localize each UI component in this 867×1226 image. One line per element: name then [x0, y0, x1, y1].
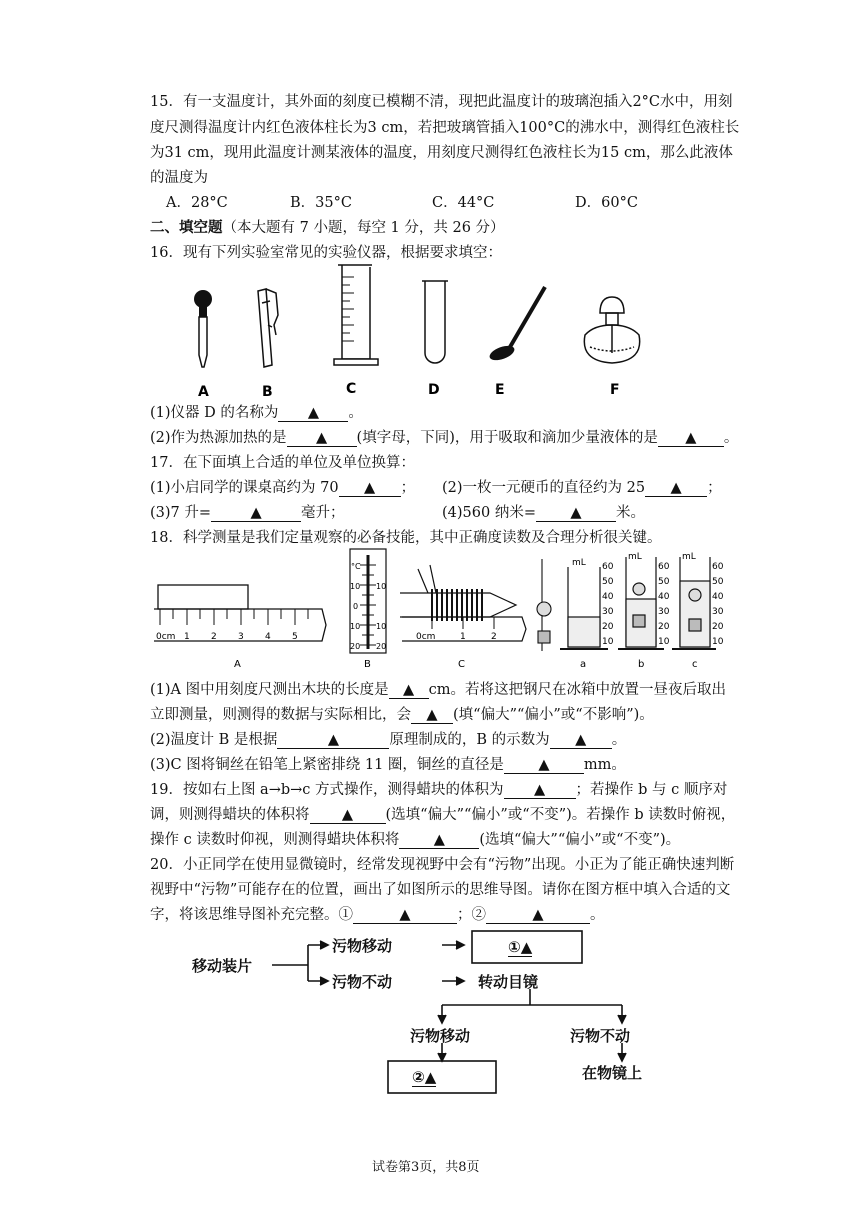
cyl-tick: 60 — [602, 562, 614, 572]
q16-p2-text2: (填字母，下同)，用于吸取和滴加少量液体的是 — [356, 430, 658, 446]
ruler-a-tick-0: 0cm — [156, 632, 176, 642]
answer-blank[interactable]: ▲ — [277, 732, 389, 749]
q20-line1: 20．小正同学在使用显微镜时，经常发现视野中会有“污物”出现。小正为了能正确快速判断 — [150, 857, 735, 873]
answer-blank[interactable]: ▲ — [645, 480, 707, 497]
q19-l1-text2: ；若操作 b 与 c 顺序对 — [575, 782, 728, 798]
q15-line4: 的温度为 — [150, 170, 208, 186]
ruler-a-tick-5: 5 — [292, 632, 298, 642]
ruler-c-tick-2: 2 — [491, 632, 497, 642]
mindmap-root: 移动装片 — [192, 957, 253, 975]
fig-label-e: E — [495, 382, 505, 398]
section-title: 二、填空题 — [150, 219, 223, 236]
q18-p1-text4: (填“偏大”“偏小”或“不影响”)。 — [453, 707, 654, 723]
q20-l3-end: 。 — [590, 907, 605, 923]
fig18-label-sc: c — [692, 659, 698, 670]
therm-tick-l2: 10 — [350, 622, 361, 631]
q18-p3-text: (3)C 图将铜丝在铅笔上紧密排绕 11 圈，铜丝的直径是 — [150, 757, 504, 773]
alcohol-lamp-figure — [584, 297, 639, 363]
q19-l2-text: 调，则测得蜡块的体积将 — [150, 807, 310, 823]
q17-part4 — [442, 501, 645, 522]
q19-l3-text: 操作 c 读数时仰视，则测得蜡块体积将 — [150, 832, 400, 848]
therm-unit: °C — [351, 562, 361, 571]
ruler-a-tick-1: 1 — [184, 632, 190, 642]
cyl-a-unit: mL — [572, 558, 586, 568]
fig18-label-sb: b — [638, 659, 645, 670]
answer-blank[interactable]: ▲ — [486, 907, 590, 924]
cyl-tick: 20 — [602, 622, 614, 632]
q18-part3 — [150, 753, 626, 774]
q16-part2 — [150, 426, 738, 447]
q17-d-end: 米。 — [615, 505, 645, 521]
cyl-tick: 10 — [712, 637, 724, 647]
cyl-tick: 50 — [602, 577, 614, 587]
fig18-label-b: B — [364, 659, 371, 670]
q18-p3-end: mm。 — [583, 757, 626, 773]
q19-l3-text2: (选填“偏大”“偏小”或“不变”)。 — [479, 832, 681, 848]
cyl-tick: 20 — [712, 622, 724, 632]
q15-line3: 为31 cm，现用此温度计测某液体的温度，用刻度尺测得红色液柱长为15 cm，那么此液体 — [150, 145, 733, 161]
q18-part1a — [150, 678, 726, 699]
therm-tick-l0: 10 — [350, 582, 361, 591]
answer-blank[interactable]: ▲ — [278, 405, 348, 422]
fig-label-c: C — [346, 381, 357, 397]
answer-blank[interactable]: ▲ — [339, 480, 401, 497]
mindmap-on-objective: 在物镜上 — [582, 1064, 643, 1082]
cyl-tick: 40 — [658, 592, 670, 602]
q19-line2 — [150, 803, 735, 824]
q18-p2-text: (2)温度计 B 是根据 — [150, 732, 278, 748]
fig-label-a: A — [198, 384, 209, 400]
q18-p2-text2: 原理制成的，B 的示数为 — [389, 732, 550, 748]
q18-part2 — [150, 728, 626, 749]
mindmap-box2[interactable]: ②▲ — [412, 1068, 437, 1086]
cyl-tick: 50 — [712, 577, 724, 587]
cylinder-c-figure — [672, 557, 716, 649]
q16-part1 — [150, 401, 363, 422]
therm-tick-r2: 20 — [376, 642, 387, 651]
ruler-a-tick-2: 2 — [211, 632, 217, 642]
q19-l2-text2: (选填“偏大”“偏小”或“不变”)。若操作 b 读数时俯视， — [385, 807, 736, 823]
cyl-tick: 40 — [602, 592, 614, 602]
answer-blank[interactable]: ▲ — [353, 907, 457, 924]
wire-coil-c-figure — [400, 565, 526, 641]
fig18-label-sa: a — [580, 659, 587, 670]
page-footer: 试卷第3页，共8页 — [372, 1160, 480, 1175]
cyl-tick: 30 — [602, 607, 614, 617]
therm-tick-r1: 10 — [376, 622, 387, 631]
cyl-tick: 20 — [658, 622, 670, 632]
cyl-tick: 10 — [602, 637, 614, 647]
q18-part1b — [150, 703, 654, 724]
q19-l1-text: 19．按如右上图 a→b→c 方式操作，测得蜡块的体积为 — [150, 782, 504, 798]
dropper-figure — [194, 290, 212, 367]
wax-block-figure — [537, 559, 551, 651]
q18-p1-text2: cm。若将这把钢尺在冰箱中放置一昼夜后取出 — [428, 682, 726, 698]
cyl-c-unit: mL — [682, 552, 696, 562]
ruler-a-tick-3: 3 — [238, 632, 244, 642]
q18-p2-end: 。 — [611, 732, 627, 748]
lab-instruments-figure — [170, 255, 670, 405]
cyl-tick: 30 — [658, 607, 670, 617]
fig-label-f: F — [610, 382, 620, 398]
ruler-a-tick-4: 4 — [265, 632, 271, 642]
q15-option-a: A．28°C — [166, 195, 228, 211]
answer-blank[interactable]: ▲ — [504, 782, 576, 799]
q15-line2: 度尺测得温度计内红色液体柱长为3 cm，若把玻璃管插入100°C的沸水中，测得红色液柱长 — [150, 120, 740, 136]
q16-p2-text: (2)作为热源加热的是 — [150, 430, 287, 446]
graduated-cylinder-figure — [334, 265, 378, 365]
section-heading — [150, 216, 505, 237]
q17-b-text: (2)一枚一元硬币的直径约为 25 — [442, 480, 646, 496]
q18-p1-text: (1)A 图中用刻度尺测出木块的长度是 — [150, 682, 389, 698]
answer-blank[interactable]: ▲ — [550, 732, 612, 749]
q18-p1-text3: 立即测量，则测得的数据与实际相比，会 — [150, 707, 411, 723]
q17-stem: 17．在下面填上合适的单位及单位换算： — [150, 455, 415, 471]
cyl-tick: 50 — [658, 577, 670, 587]
answer-blank[interactable]: ▲ — [211, 505, 301, 522]
fig-label-b: B — [262, 384, 273, 400]
therm-tick-r0: 10 — [376, 582, 387, 591]
q17-part1 — [150, 476, 415, 497]
mindmap-box1[interactable]: ①▲ — [508, 938, 533, 956]
answer-blank[interactable]: ▲ — [658, 430, 724, 447]
q15-option-d: D．60°C — [575, 195, 638, 211]
mindmap-sub-moves: 污物移动 — [410, 1027, 471, 1045]
cyl-tick: 60 — [658, 562, 670, 572]
cyl-tick: 30 — [712, 607, 724, 617]
answer-blank[interactable]: ▲ — [399, 832, 479, 849]
answer-blank[interactable]: ▲ — [536, 505, 616, 522]
q17-a-text: (1)小启同学的课桌高约为 70 — [150, 480, 339, 496]
q19-line3 — [150, 828, 680, 849]
answer-blank[interactable]: ▲ — [411, 707, 453, 724]
q16-p1-text: (1)仪器 D 的名称为 — [150, 405, 279, 421]
fig18-label-a: A — [234, 659, 241, 670]
cyl-b-unit: mL — [628, 552, 642, 562]
q16-stem: 16．现有下列实验室常见的实验仪器，根据要求填空： — [150, 245, 502, 261]
q17-a-end: ； — [400, 480, 416, 496]
q17-part2 — [442, 476, 722, 497]
q17-d-text: (4)560 纳米= — [442, 505, 536, 521]
q18-stem: 18．科学测量是我们定量观察的必备技能，其中正确度读数及合理分析很关键。 — [150, 530, 662, 546]
test-tube-figure — [422, 281, 448, 363]
section-note: （本大题有 7 小题，每空 1 分，共 26 分） — [222, 220, 505, 236]
answer-blank[interactable]: ▲ — [389, 682, 429, 699]
fig-label-d: D — [428, 382, 440, 398]
mindmap-sub-still: 污物不动 — [570, 1027, 631, 1045]
q19-line1 — [150, 778, 727, 799]
therm-tick-l1: 0 — [353, 602, 359, 611]
q17-b-end: ； — [707, 480, 722, 496]
q15-line1: 15．有一支温度计，其外面的刻度已模糊不清，现把此温度计的玻璃泡插入2°C水中，用刻 — [150, 94, 733, 110]
test-tube-holder-figure — [258, 289, 278, 367]
answer-blank[interactable]: ▲ — [504, 757, 584, 774]
mindmap-branch-moves: 污物移动 — [332, 937, 393, 955]
cylinder-a-figure — [560, 567, 608, 649]
therm-tick-l3: 20 — [350, 642, 361, 651]
ruler-c-tick-0: 0cm — [416, 632, 436, 642]
q17-part3 — [150, 501, 345, 522]
spoon-figure — [488, 287, 545, 363]
q15-option-b: B．35°C — [290, 195, 352, 211]
mindmap-branch-still: 污物不动 — [332, 973, 393, 991]
q20-l3-text: 字，将该思维导图补充完整。① — [150, 907, 353, 923]
answer-blank[interactable]: ▲ — [310, 807, 386, 824]
ruler-c-tick-1: 1 — [460, 632, 466, 642]
q16-p2-end: 。 — [723, 430, 739, 446]
q17-c-end: 毫升； — [301, 505, 345, 521]
cyl-tick: 40 — [712, 592, 724, 602]
answer-blank[interactable]: ▲ — [287, 430, 357, 447]
cyl-tick: 10 — [658, 637, 670, 647]
q15-option-c: C．44°C — [432, 195, 495, 211]
q20-l3-text2: ；② — [457, 907, 486, 923]
q17-c-text: (3)7 升= — [150, 505, 212, 521]
mindmap-rotate: 转动目镜 — [478, 973, 539, 991]
measurement-figure — [150, 545, 724, 675]
cyl-tick: 60 — [712, 562, 724, 572]
fig18-label-c: C — [458, 659, 465, 670]
q16-p1-end: 。 — [348, 405, 363, 421]
q20-line3 — [150, 903, 605, 924]
q20-line2: 视野中“污物”可能存在的位置，画出了如图所示的思维导图。请你在图方框中填入合适的文 — [150, 882, 731, 898]
